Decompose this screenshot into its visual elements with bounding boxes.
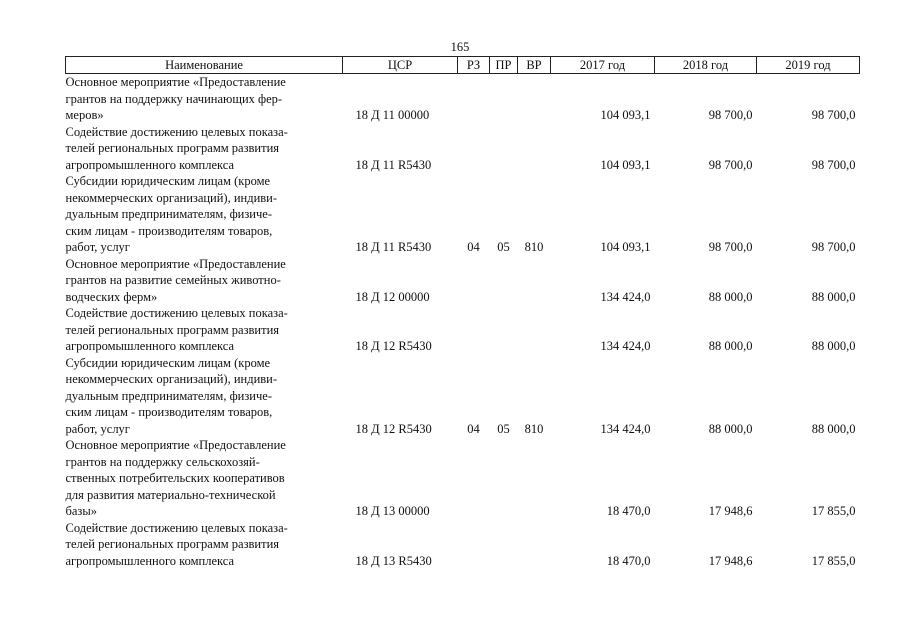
row-name-line: телей региональных программ развития — [65, 537, 280, 551]
row-name-line: базы» — [65, 504, 97, 518]
row-vr — [518, 437, 551, 520]
table-row — [66, 355, 860, 438]
table-row — [66, 74, 860, 124]
row-rz — [458, 74, 490, 124]
row-2018: 98 700,0 — [708, 108, 753, 122]
row-pr — [490, 437, 518, 520]
row-name — [66, 256, 343, 306]
row-name-line: дуальным предпринимателям, физиче- — [65, 207, 272, 221]
row-vr: 810 — [524, 240, 544, 254]
row-name — [66, 173, 343, 256]
row-csr: 18 Д 12 R5430 — [355, 339, 432, 353]
row-name-line: Содействие достижению целевых показа- — [65, 520, 288, 535]
row-name-line: Основное мероприятие «Предоставление — [65, 438, 286, 452]
row-2017: 18 470,0 — [606, 553, 651, 568]
budget-table — [65, 56, 860, 569]
header-2019: 2019 год — [757, 57, 860, 74]
row-name — [66, 124, 343, 174]
row-name-line: грантов на развитие семейных животно- — [65, 273, 281, 287]
row-2017: 104 093,1 — [600, 157, 651, 172]
row-name-line: некоммерческих организаций), индиви- — [65, 190, 278, 205]
row-rz: 04 — [467, 421, 480, 436]
row-2019: 88 000,0 — [811, 289, 856, 304]
row-2019: 88 000,0 — [811, 421, 856, 436]
row-2019: 98 700,0 — [811, 157, 856, 172]
header-2017: 2017 год — [551, 57, 655, 74]
row-pr: 05 — [497, 240, 510, 254]
table-row — [66, 173, 860, 256]
row-name-line: агропромышленного комплекса — [65, 339, 235, 353]
row-name-line: для развития материально-технической — [65, 487, 276, 502]
header-2018: 2018 год — [655, 57, 757, 74]
header-rz: РЗ — [458, 57, 490, 74]
row-vr — [518, 74, 551, 124]
row-2018: 98 700,0 — [708, 157, 753, 172]
row-rz: 04 — [467, 240, 480, 254]
row-name-line: грантов на поддержку сельскохозяй- — [65, 454, 260, 469]
row-name-line: работ, услуг — [65, 421, 130, 436]
row-name — [66, 355, 343, 438]
header-vr: ВР — [518, 57, 551, 74]
row-rz — [458, 437, 490, 520]
row-pr — [490, 124, 518, 174]
row-name-line: Содействие достижению целевых показа- — [65, 306, 288, 320]
row-2017: 104 093,1 — [600, 240, 651, 254]
row-2019: 17 855,0 — [811, 553, 856, 568]
table-body — [66, 74, 860, 570]
table-row — [66, 305, 860, 355]
row-pr — [490, 520, 518, 570]
row-2018: 17 948,6 — [708, 504, 753, 518]
row-name-line: дуальным предпринимателям, физиче- — [65, 388, 272, 403]
row-rz — [458, 305, 490, 355]
row-pr — [490, 256, 518, 306]
row-name-line: некоммерческих организаций), индиви- — [65, 372, 278, 386]
row-csr: 18 Д 12 00000 — [355, 289, 430, 304]
row-name — [66, 520, 343, 570]
header-pr: ПР — [490, 57, 518, 74]
row-rz — [458, 256, 490, 306]
row-2017: 104 093,1 — [600, 108, 651, 122]
row-2019: 98 700,0 — [811, 240, 856, 254]
row-vr — [518, 124, 551, 174]
row-vr — [518, 520, 551, 570]
row-name-line: грантов на поддержку начинающих фер- — [65, 91, 283, 106]
row-name-line: Содействие достижению целевых показа- — [65, 124, 288, 139]
row-name-line: ственных потребительских кооперативов — [65, 471, 285, 485]
row-2017: 134 424,0 — [600, 421, 651, 436]
row-vr: 810 — [524, 421, 544, 436]
row-name-line: Субсидии юридическим лицам (кроме — [65, 355, 271, 370]
row-csr: 18 Д 11 00000 — [355, 108, 430, 122]
row-2018: 88 000,0 — [708, 289, 753, 304]
table-row — [66, 437, 860, 520]
row-name — [66, 305, 343, 355]
row-2018: 17 948,6 — [708, 553, 753, 568]
row-2019: 98 700,0 — [811, 108, 856, 122]
row-pr — [490, 305, 518, 355]
row-name-line: Основное мероприятие «Предоставление — [65, 256, 286, 271]
header-csr: ЦСР — [343, 57, 458, 74]
row-name-line: работ, услуг — [65, 240, 130, 254]
row-pr: 05 — [497, 421, 510, 436]
row-name — [66, 74, 343, 124]
table-header-row — [66, 57, 860, 74]
row-rz — [458, 520, 490, 570]
row-2018: 88 000,0 — [708, 421, 753, 436]
row-csr: 18 Д 11 R5430 — [355, 240, 432, 254]
row-2017: 134 424,0 — [600, 339, 651, 353]
row-name-line: агропромышленного комплекса — [65, 157, 235, 172]
row-csr: 18 Д 13 R5430 — [355, 553, 432, 568]
row-name-line: меров» — [65, 108, 104, 122]
row-2019: 88 000,0 — [811, 339, 856, 353]
row-rz — [458, 124, 490, 174]
row-name-line: Основное мероприятие «Предоставление — [65, 75, 286, 89]
page-number: 165 — [450, 40, 470, 54]
row-csr: 18 Д 12 R5430 — [355, 421, 432, 436]
row-vr — [518, 305, 551, 355]
table-row — [66, 256, 860, 306]
row-2019: 17 855,0 — [811, 504, 856, 518]
row-csr: 18 Д 11 R5430 — [355, 157, 432, 172]
row-vr — [518, 256, 551, 306]
row-name-line: водческих ферм» — [65, 289, 158, 304]
table-row — [66, 124, 860, 174]
table-row — [66, 520, 860, 570]
row-name-line: Субсидии юридическим лицам (кроме — [65, 174, 271, 188]
row-2017: 134 424,0 — [600, 289, 651, 304]
row-2018: 88 000,0 — [708, 339, 753, 353]
row-name-line: агропромышленного комплекса — [65, 553, 235, 568]
row-2018: 98 700,0 — [708, 240, 753, 254]
row-name — [66, 437, 343, 520]
row-name-line: ским лицам - производителям товаров, — [65, 405, 273, 419]
row-name-line: телей региональных программ развития — [65, 322, 280, 337]
row-2017: 18 470,0 — [606, 504, 651, 518]
header-name: Наименование — [66, 57, 343, 74]
row-name-line: ским лицам - производителям товаров, — [65, 223, 273, 238]
row-pr — [490, 74, 518, 124]
row-csr: 18 Д 13 00000 — [355, 504, 430, 518]
row-name-line: телей региональных программ развития — [65, 141, 280, 155]
